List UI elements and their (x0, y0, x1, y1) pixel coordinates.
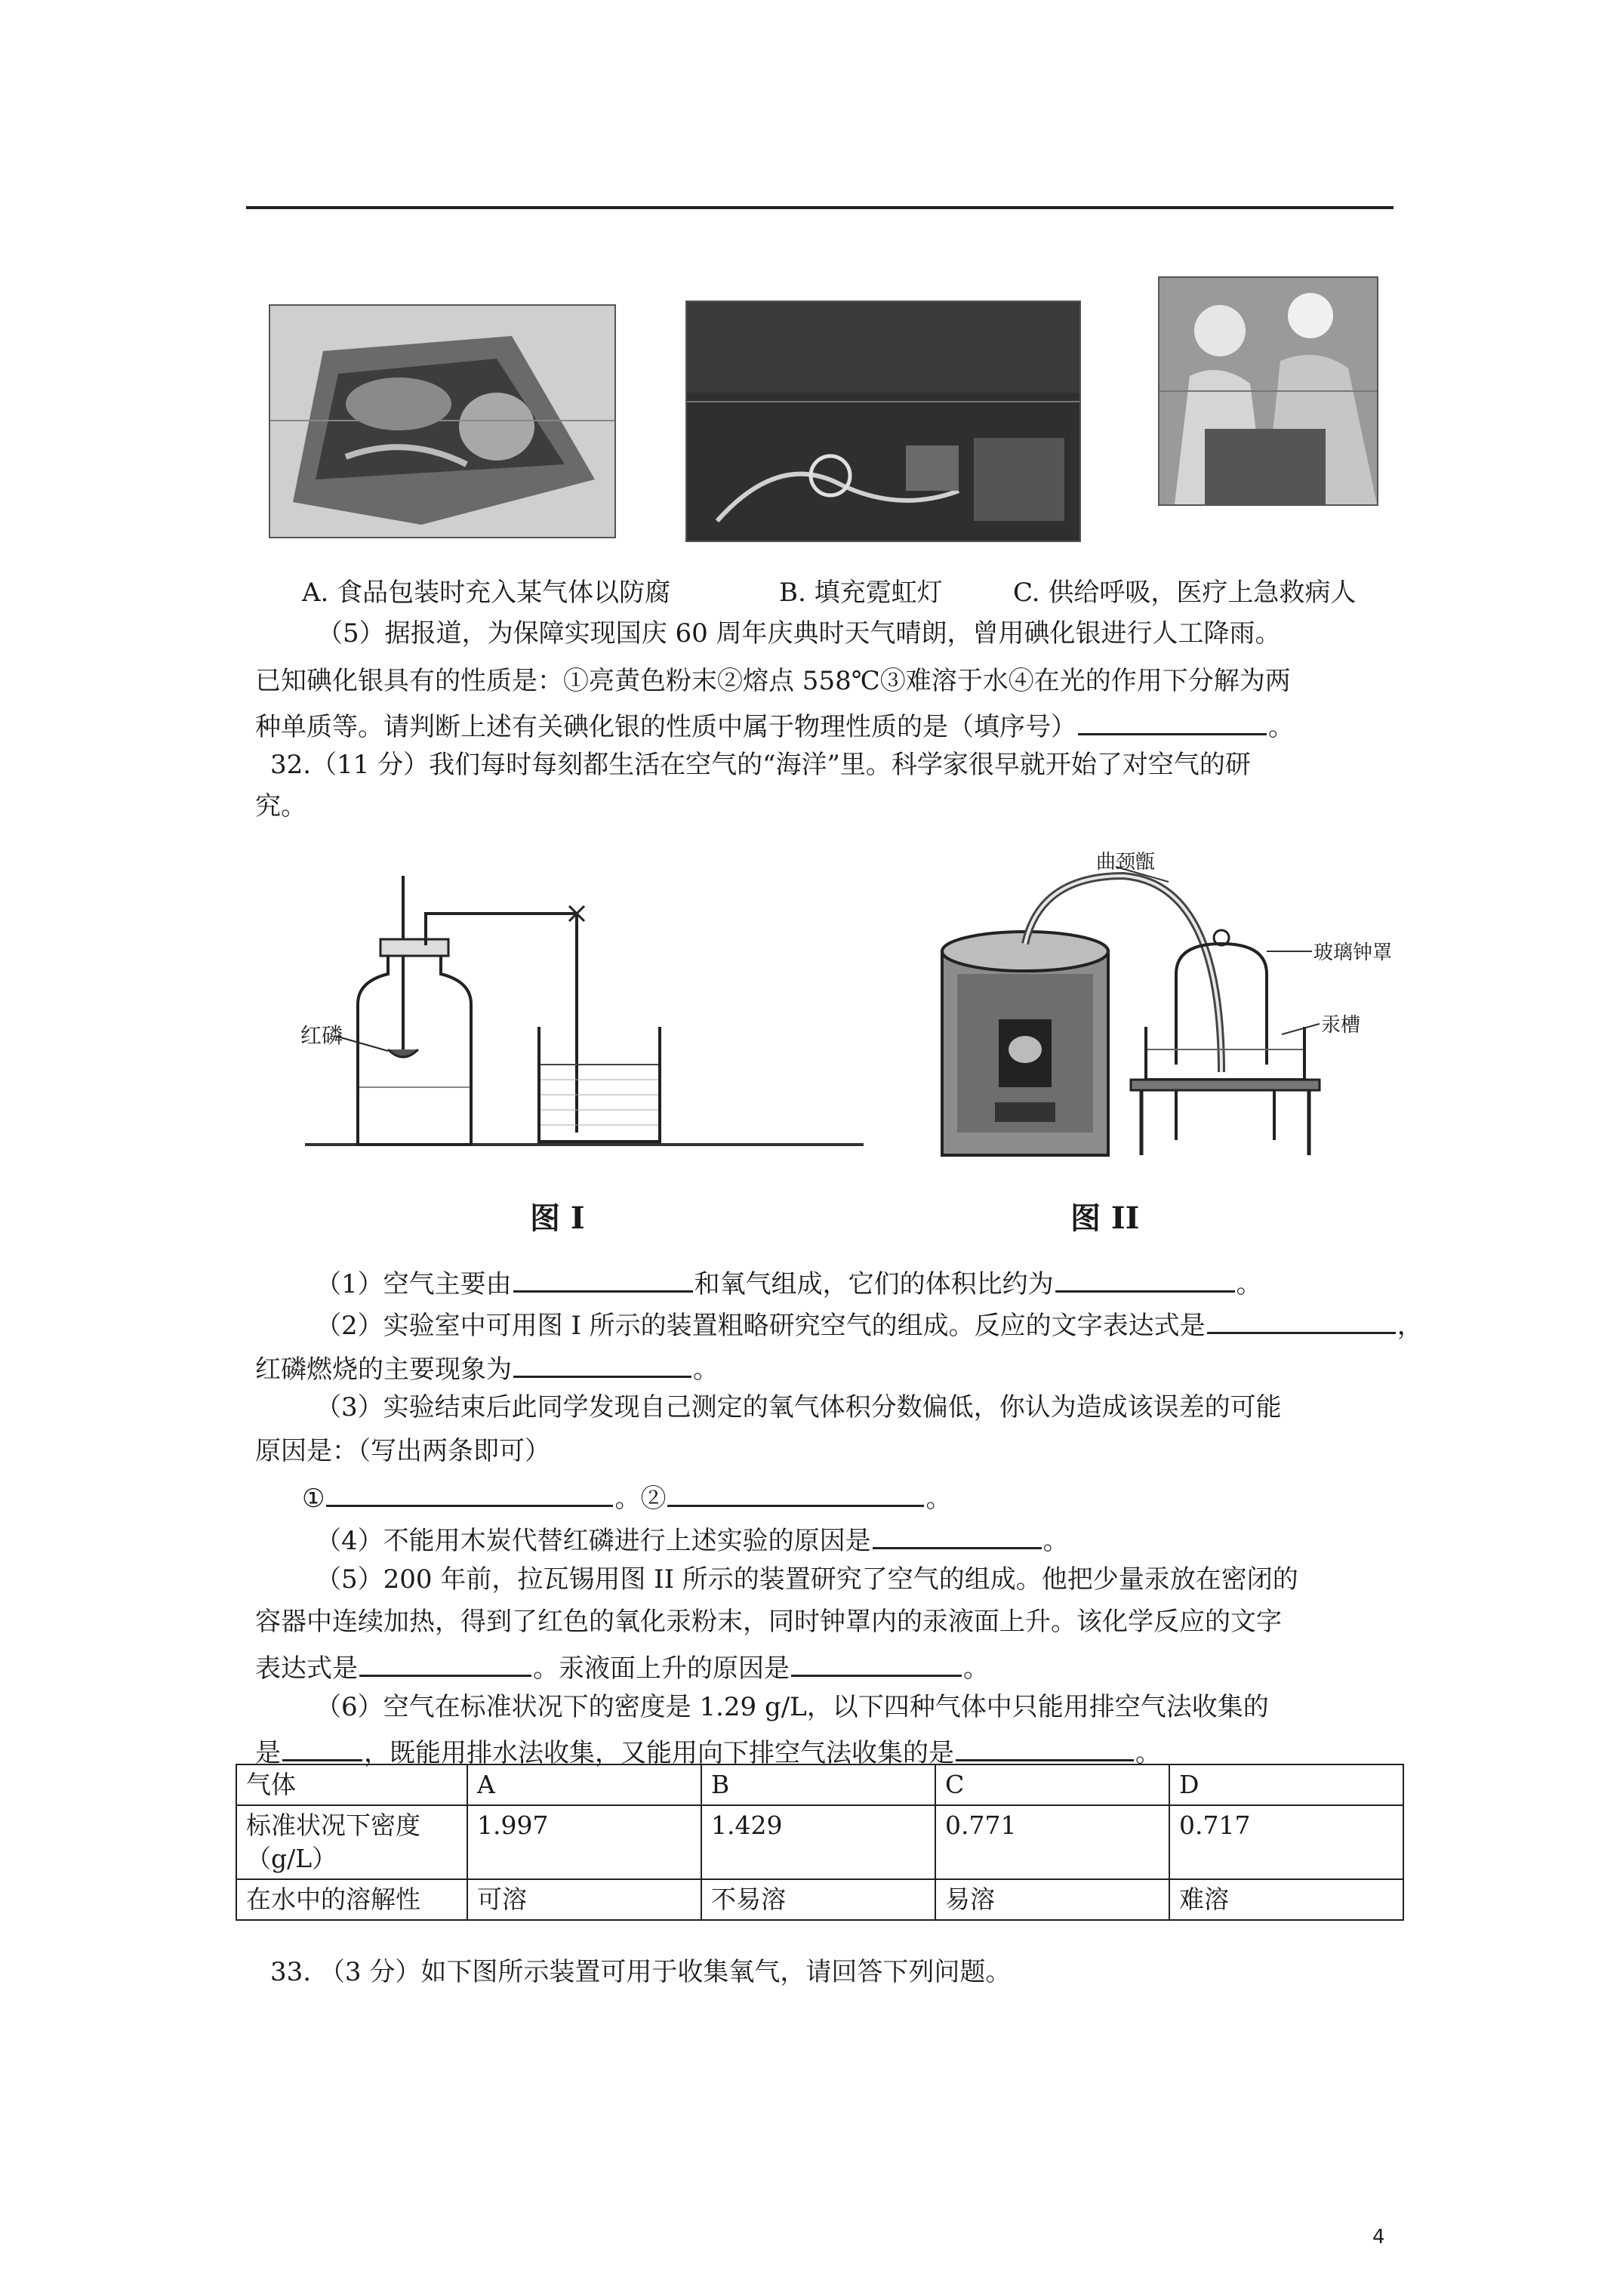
q32-s2-text-a: （2）实验室中可用图 I 所示的装置粗略研究空气的组成。反应的文字表达式是 (316, 1311, 1206, 1341)
q32-s2-text-b: ， (1397, 1311, 1423, 1341)
q32-heading-line2: 究。 (255, 791, 306, 821)
table-cell: 在水中的溶解性 (236, 1879, 467, 1920)
q32-s4-text-a: （4）不能用木炭代替红磷进行上述实验的原因是 (316, 1526, 871, 1556)
table-cell: 标准状况下密度（g/L） (236, 1805, 467, 1879)
label-retort: 曲颈甑 (1096, 851, 1156, 874)
table-row (236, 1805, 1403, 1879)
q31-p5-period: 。 (1268, 712, 1294, 742)
table-cell: 1.997 (467, 1805, 701, 1879)
q32-s4 (316, 1520, 1069, 1558)
q32-s3-text-3: 。 (925, 1484, 952, 1514)
answer-blank[interactable] (282, 1732, 362, 1761)
photo-food-packaging (269, 304, 616, 538)
q32-s5-line1: （5）200 年前，拉瓦锡用图 II 所示的装置研究了空气的组成。他把少量汞放在密闭的 (316, 1564, 1298, 1595)
q32-s3-line3 (302, 1478, 951, 1515)
answer-blank[interactable] (791, 1647, 962, 1677)
q32-s3-line2: 原因是：（写出两条即可） (255, 1436, 550, 1466)
q32-s2-text-d: 。 (693, 1354, 719, 1385)
answer-blank[interactable] (513, 1263, 693, 1293)
table-cell: 气体 (236, 1764, 467, 1805)
caption-c: C. 供给呼吸，医疗上急救病人 (1013, 578, 1357, 608)
table-cell: C (935, 1764, 1169, 1805)
table-cell: 不易溶 (701, 1879, 935, 1920)
q32-s4-text-b: 。 (1042, 1526, 1069, 1556)
answer-blank[interactable] (326, 1478, 613, 1507)
answer-blank[interactable] (1207, 1305, 1396, 1334)
q32-s6-text-1: 是 (255, 1738, 281, 1768)
answer-blank[interactable] (1055, 1263, 1235, 1293)
q32-s5-line2: 容器中连续加热，得到了红色的氧化汞粉末，同时钟罩内的汞液面上升。该化学反应的文字 (255, 1607, 1282, 1637)
table-cell: 可溶 (467, 1879, 701, 1920)
q32-s6-text-2: ，既能用排水法收集，又能用向下排空气法收集的是 (364, 1738, 954, 1768)
answer-blank[interactable] (359, 1647, 531, 1677)
q31-p5-line3 (255, 706, 1294, 744)
answer-blank[interactable] (956, 1732, 1134, 1761)
q32-s1 (316, 1263, 1262, 1301)
figure-1-apparatus (305, 861, 879, 1178)
page-number: 4 (1372, 2226, 1385, 2248)
q32-s3-text-2: 。② (614, 1484, 667, 1514)
table-header-row (236, 1764, 1403, 1805)
table-cell: D (1169, 1764, 1403, 1805)
q31-p5-line1: （5）据报道，为保障实现国庆 60 周年庆典时天气晴朗，曾用碘化银进行人工降雨。 (317, 618, 1281, 649)
table-cell: 易溶 (935, 1879, 1169, 1920)
q33-heading: 33. （3 分）如下图所示装置可用于收集氧气，请回答下列问题。 (270, 1957, 1012, 1987)
q32-s3-line1: （3）实验结束后此同学发现自己测定的氧气体积分数偏低，你认为造成该误差的可能 (316, 1392, 1282, 1422)
label-bell-jar: 玻璃钟罩 (1313, 942, 1393, 964)
q32-s6-line1: （6）空气在标准状况下的密度是 1.29 g/L，以下四种气体中只能用排空气法收集的 (316, 1692, 1269, 1722)
q32-s1-text-b: 和氧气组成，它们的体积比约为 (694, 1269, 1054, 1299)
answer-blank[interactable] (873, 1520, 1042, 1549)
figure-1-caption: 图 I (530, 1200, 585, 1236)
q31-p5-line2: 已知碘化银具有的性质是：①亮黄色粉末②熔点 558℃③难溶于水④在光的作用下分解为两 (255, 666, 1291, 696)
q32-s1-text-a: （1）空气主要由 (316, 1269, 512, 1299)
table-cell: 难溶 (1169, 1879, 1403, 1920)
caption-b: B. 填充霓虹灯 (779, 578, 943, 608)
q32-s1-text-c: 。 (1236, 1269, 1262, 1299)
photo-neon-lights (685, 300, 1081, 542)
q32-s6-text-3: 。 (1135, 1738, 1161, 1768)
header-rule (246, 206, 1394, 209)
caption-a: A. 食品包装时充入某气体以防腐 (302, 578, 671, 608)
figure-2-caption: 图 II (1070, 1200, 1140, 1236)
q32-s5-text-1: 表达式是 (255, 1653, 358, 1684)
q32-s5-text-2: 。汞液面上升的原因是 (533, 1653, 790, 1684)
answer-blank[interactable] (513, 1348, 691, 1378)
label-red-phosphorus: 红磷 (300, 1023, 343, 1048)
table-cell: 0.771 (935, 1805, 1169, 1879)
photo-medical-oxygen (1158, 276, 1378, 506)
table-row (236, 1879, 1403, 1920)
q32-s2-text-c: 红磷燃烧的主要现象为 (255, 1354, 512, 1385)
table-cell: B (701, 1764, 935, 1805)
gas-properties-table (236, 1764, 1404, 1921)
q32-s5-line3 (255, 1647, 989, 1685)
table-cell: A (467, 1764, 701, 1805)
q32-s2-line2 (255, 1348, 719, 1386)
q31-p5-line3-text: 种单质等。请判断上述有关碘化银的性质中属于物理性质的是（填序号） (255, 712, 1076, 742)
answer-blank[interactable] (1078, 706, 1267, 735)
q32-heading-line1: 32.（11 分）我们每时每刻都生活在空气的“海洋”里。科学家很早就开始了对空气的研 (270, 750, 1251, 780)
q32-s2-line1 (316, 1305, 1423, 1342)
q32-s3-text-1: ① (302, 1484, 325, 1514)
table-cell: 0.717 (1169, 1805, 1403, 1879)
table-cell: 1.429 (701, 1805, 935, 1879)
answer-blank[interactable] (667, 1478, 924, 1507)
label-mercury-trough: 汞槽 (1321, 1014, 1361, 1037)
q32-s5-text-3: 。 (963, 1653, 989, 1684)
